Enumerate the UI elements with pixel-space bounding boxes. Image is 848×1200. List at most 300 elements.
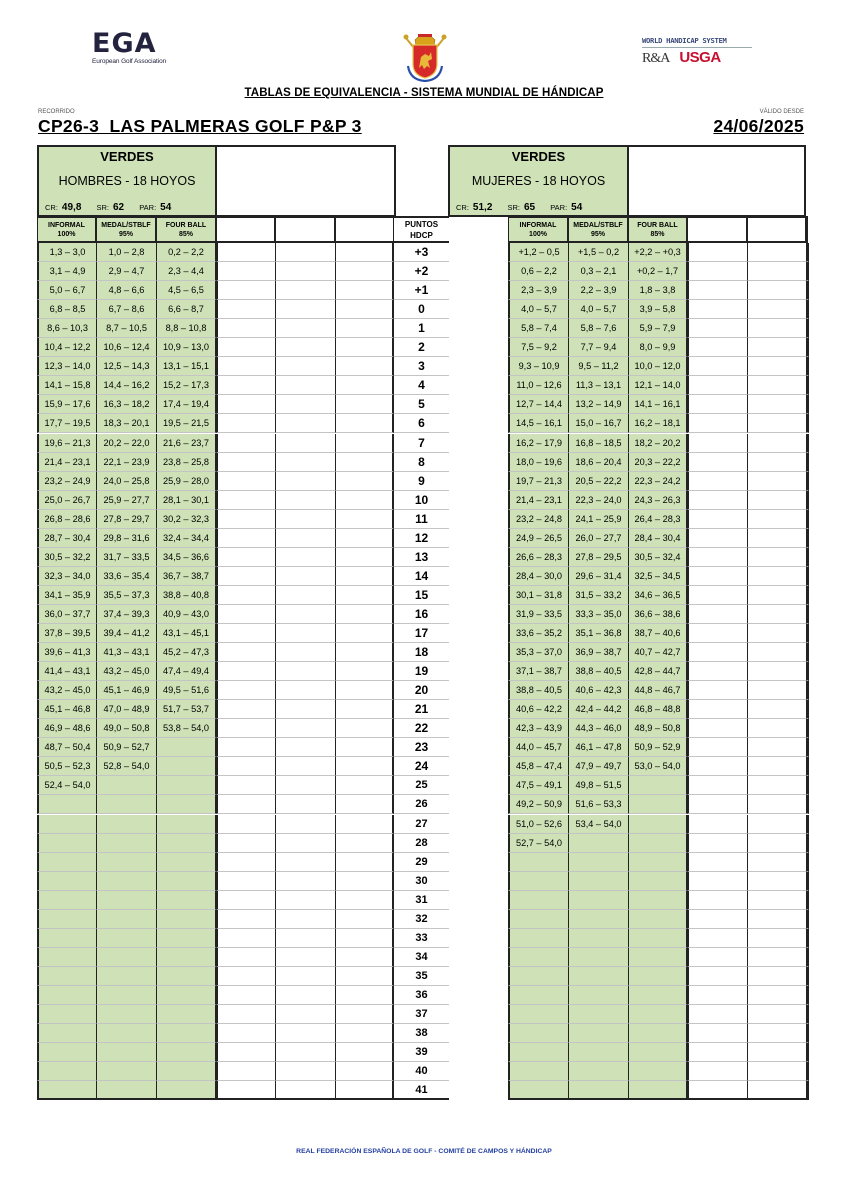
men-empty-cell [335,1005,394,1024]
men-table-cell: 4,5 – 6,5 [156,281,216,300]
points-hdcp-value: 8 [394,453,449,472]
women-table-cell: 18,6 – 20,4 [568,453,628,472]
men-table-cell [37,1081,96,1100]
men-empty-cell [216,300,275,319]
men-table-cell [37,1062,96,1081]
men-table-cell: 5,0 – 6,7 [37,281,96,300]
men-table-cell [156,1043,216,1062]
women-table-cell: 36,9 – 38,7 [568,643,628,662]
men-empty-cell [216,1024,275,1043]
women-table-cell: 24,1 – 25,9 [568,510,628,529]
men-table-cell: 14,4 – 16,2 [96,376,156,395]
women-empty-cell [687,738,747,757]
women-empty-cell [687,834,747,853]
men-column-header [156,216,216,243]
women-table-cell: 14,5 – 16,1 [508,414,568,433]
men-table-cell: 17,4 – 19,4 [156,395,216,414]
men-empty-cell [216,624,275,643]
women-empty-cell [687,338,747,357]
women-empty-cell [687,624,747,643]
men-table-cell: 16,3 – 18,2 [96,395,156,414]
men-empty-cell [216,815,275,834]
women-empty-cell [747,243,806,262]
women-table-cell: 47,5 – 49,1 [508,776,568,795]
women-table-cell: 34,6 – 36,5 [628,586,687,605]
women-column-header [568,216,628,243]
women-empty-cell [806,1081,809,1100]
women-table-cell: 20,5 – 22,2 [568,472,628,491]
usga-logo: USGA [679,49,721,66]
women-empty-cell [747,967,806,986]
valid-from-label: VÁLIDO DESDE [759,109,804,115]
women-table-cell [568,891,628,910]
women-empty-cell [806,548,809,567]
men-table-cell [37,891,96,910]
women-empty-header-cell [806,216,808,243]
women-empty-cell [747,491,806,510]
women-empty-cell [687,891,747,910]
men-table-cell [156,834,216,853]
women-table-cell: 46,1 – 47,8 [568,738,628,757]
men-tee-name: VERDES [100,149,154,164]
men-table-cell: 20,2 – 22,0 [96,434,156,453]
points-hdcp-value: 37 [394,1005,449,1024]
men-empty-cell [216,376,275,395]
women-empty-cell [687,643,747,662]
men-empty-cell [335,1081,394,1100]
men-sr-value: 62 [113,202,125,213]
women-empty-cell [806,815,809,834]
points-hdcp-value: 32 [394,910,449,929]
women-empty-cell [747,834,806,853]
men-table-cell: 22,1 – 23,9 [96,453,156,472]
men-table-cell: 39,6 – 41,3 [37,643,96,662]
equivalence-table [37,145,806,1098]
men-empty-cell [275,319,335,338]
women-empty-cell [747,853,806,872]
points-hdcp-value: 9 [394,472,449,491]
men-table-cell [96,1043,156,1062]
women-empty-cell [687,910,747,929]
men-empty-cell [335,834,394,853]
men-empty-cell [275,300,335,319]
men-empty-cell [335,357,394,376]
men-empty-cell [275,891,335,910]
men-empty-cell [275,605,335,624]
men-empty-cell [335,662,394,681]
men-table-cell [156,1081,216,1100]
women-table-cell: 30,1 – 31,8 [508,586,568,605]
men-empty-cell [216,700,275,719]
women-table-cell: 35,3 – 37,0 [508,643,568,662]
women-table-cell [508,948,568,967]
men-table-cell [156,738,216,757]
men-table-cell: 29,8 – 31,6 [96,529,156,548]
women-empty-cell [747,529,806,548]
men-table-cell [156,1024,216,1043]
women-empty-cell [806,662,809,681]
men-table-cell: 8,8 – 10,8 [156,319,216,338]
women-table-cell: 4,0 – 5,7 [508,300,568,319]
men-empty-cell [216,929,275,948]
men-table-cell: 6,6 – 8,7 [156,300,216,319]
women-empty-cell [747,376,806,395]
men-empty-cell [275,338,335,357]
men-empty-cell [275,243,335,262]
women-table-cell [628,891,687,910]
men-table-cell: 52,8 – 54,0 [96,757,156,776]
men-table-cell [156,776,216,795]
men-table-cell: 48,7 – 50,4 [37,738,96,757]
points-hdcp-value: 19 [394,662,449,681]
women-empty-cell [747,948,806,967]
men-empty-cell [216,262,275,281]
men-cr-value: 49,8 [61,202,82,213]
men-table-cell: 37,8 – 39,5 [37,624,96,643]
women-empty-cell [687,1005,747,1024]
women-table-cell [628,929,687,948]
women-table-cell: +1,5 – 0,2 [568,243,628,262]
document-title: TABLAS DE EQUIVALENCIA - SISTEMA MUNDIAL DE HÁNDICAP [244,87,604,99]
men-empty-cell [335,872,394,891]
men-table-cell [37,834,96,853]
women-empty-cell [806,338,809,357]
points-hdcp-value: +1 [394,281,449,300]
men-empty-cell [275,567,335,586]
men-table-cell [96,948,156,967]
women-empty-cell [747,757,806,776]
women-table-cell: 7,7 – 9,4 [568,338,628,357]
men-empty-cell [335,1024,394,1043]
women-table-cell: 51,0 – 52,6 [508,815,568,834]
women-table-cell: 12,1 – 14,0 [628,376,687,395]
women-tee-name: VERDES [511,149,566,164]
points-hdcp-value: 14 [394,567,449,586]
men-table-cell [96,815,156,834]
men-table-cell: 23,2 – 24,9 [37,472,96,491]
men-empty-cell [275,757,335,776]
women-empty-cell [687,757,747,776]
women-table-cell: 44,0 – 45,7 [508,738,568,757]
women-empty-cell [747,1043,806,1062]
women-empty-cell [687,662,747,681]
men-empty-cell [216,1062,275,1081]
women-empty-cell [747,281,806,300]
men-table-cell: 2,9 – 4,7 [96,262,156,281]
men-course-stats [45,202,171,213]
men-empty-cell [335,586,394,605]
men-empty-cell [275,948,335,967]
ega-logo-text: EGA [92,28,157,59]
women-empty-cell [687,681,747,700]
men-empty-cell [335,757,394,776]
women-table-cell [628,872,687,891]
women-table-cell [628,910,687,929]
points-header-line1: PUNTOS [404,219,439,229]
men-table-cell: 45,1 – 46,9 [96,681,156,700]
women-table-cell: 5,8 – 7,6 [568,319,628,338]
women-table-cell: 29,6 – 31,4 [568,567,628,586]
men-table-cell: 43,2 – 45,0 [96,662,156,681]
women-empty-cell [806,872,809,891]
women-empty-cell [747,776,806,795]
points-hdcp-value: 30 [394,872,449,891]
men-table-cell: 36,0 – 37,7 [37,605,96,624]
women-cr-value: 51,2 [472,202,493,213]
women-table-cell [508,1081,568,1100]
men-empty-cell [275,967,335,986]
women-table-cell: 2,3 – 3,9 [508,281,568,300]
women-title-block [448,145,629,217]
men-empty-cell [335,395,394,414]
men-table-cell [96,853,156,872]
men-empty-cell [216,567,275,586]
women-empty-cell [806,1024,809,1043]
women-empty-cell [747,453,806,472]
women-empty-cell [687,1043,747,1062]
women-table-cell [508,891,568,910]
men-empty-cell [335,738,394,757]
men-category: HOMBRES - 18 HOYOS [58,174,196,188]
men-empty-cell [335,491,394,510]
men-table-cell: 50,5 – 52,3 [37,757,96,776]
women-empty-cell [687,319,747,338]
women-table-cell: 11,3 – 13,1 [568,376,628,395]
ega-logo-subtitle: European Golf Association [92,58,167,65]
men-table-cell: 6,8 – 8,5 [37,300,96,319]
women-table-cell: 51,6 – 53,3 [568,795,628,814]
men-empty-cell [275,853,335,872]
men-empty-cell [275,262,335,281]
men-empty-cell [335,795,394,814]
women-empty-cell [747,700,806,719]
men-empty-cell [335,243,394,262]
men-empty-cell [335,453,394,472]
men-empty-cell [275,662,335,681]
men-empty-cell [216,681,275,700]
women-table-cell [628,986,687,1005]
women-empty-cell [747,357,806,376]
men-table-cell: 12,5 – 14,3 [96,357,156,376]
points-hdcp-value: 12 [394,529,449,548]
women-table-cell: 48,9 – 50,8 [628,719,687,738]
women-table-cell: 46,8 – 48,8 [628,700,687,719]
men-table-cell [156,853,216,872]
points-hdcp-value: 35 [394,967,449,986]
women-table-cell [568,834,628,853]
women-table-cell: 53,0 – 54,0 [628,757,687,776]
women-category: MUJERES - 18 HOYOS [471,174,606,188]
women-table-cell: 11,0 – 12,6 [508,376,568,395]
men-table-cell [96,776,156,795]
men-table-cell [156,795,216,814]
men-table-cell [96,986,156,1005]
men-empty-cell [216,986,275,1005]
women-table-cell: 40,7 – 42,7 [628,643,687,662]
men-empty-cell [335,1062,394,1081]
men-empty-cell [216,357,275,376]
men-table-cell: 52,4 – 54,0 [37,776,96,795]
men-empty-cell [335,815,394,834]
women-empty-cell [747,891,806,910]
men-table-cell: 25,9 – 27,7 [96,491,156,510]
women-table-cell: 31,9 – 33,5 [508,605,568,624]
women-table-cell: 16,2 – 18,1 [628,414,687,433]
men-empty-cell [216,281,275,300]
women-empty-cell [687,967,747,986]
women-empty-cell [747,605,806,624]
women-sr-value: 65 [524,202,536,213]
men-empty-cell [275,357,335,376]
points-hdcp-value: 31 [394,891,449,910]
men-table-cell: 17,7 – 19,5 [37,414,96,433]
column-percentage: 85% [650,230,665,238]
women-table-cell [508,929,568,948]
men-table-cell [37,910,96,929]
women-empty-cell [806,262,809,281]
men-empty-cell [275,1081,335,1100]
men-table-cell: 25,0 – 26,7 [37,491,96,510]
men-empty-cell [275,986,335,1005]
men-table-cell [156,1005,216,1024]
women-empty-cell [747,795,806,814]
men-table-cell [96,1062,156,1081]
men-empty-cell [335,624,394,643]
women-empty-cell [687,948,747,967]
women-empty-cell [806,776,809,795]
women-table-cell [628,1081,687,1100]
men-empty-cell [216,414,275,433]
women-par-label: PAR: [550,203,568,212]
women-table-cell [508,872,568,891]
women-empty-cell [806,472,809,491]
women-table-cell: 42,8 – 44,7 [628,662,687,681]
men-empty-cell [275,281,335,300]
women-empty-cell [687,262,747,281]
points-header-line2: HDCP [410,230,433,240]
men-table-cell: 41,4 – 43,1 [37,662,96,681]
men-table-cell: 35,5 – 37,3 [96,586,156,605]
women-empty-cell [687,357,747,376]
points-hdcp-value: 36 [394,986,449,1005]
women-table-cell: 42,4 – 44,2 [568,700,628,719]
women-table-cell: 40,6 – 42,2 [508,700,568,719]
column-percentage: 95% [118,230,133,238]
women-table-cell: 18,0 – 19,6 [508,453,568,472]
points-hdcp-value: 2 [394,338,449,357]
women-table-cell: 30,5 – 32,4 [628,548,687,567]
men-table-cell [156,872,216,891]
women-table-cell [508,853,568,872]
women-empty-cell [806,834,809,853]
points-hdcp-value: 33 [394,929,449,948]
points-header [394,216,449,243]
men-table-cell: 10,9 – 13,0 [156,338,216,357]
men-empty-cell [275,929,335,948]
men-empty-cell [335,910,394,929]
women-empty-cell [687,281,747,300]
men-table-cell: 49,0 – 50,8 [96,719,156,738]
women-table-cell: 8,0 – 9,9 [628,338,687,357]
women-empty-cell [747,262,806,281]
women-table-cell: 53,4 – 54,0 [568,815,628,834]
women-table-cell [628,1062,687,1081]
women-table-cell: 18,2 – 20,2 [628,434,687,453]
women-empty-cell [687,1062,747,1081]
men-table-cell [96,929,156,948]
men-empty-cell [275,624,335,643]
men-empty-cell [216,491,275,510]
women-table-cell [568,910,628,929]
men-sr-label: SR: [96,203,109,212]
men-empty-cell [275,434,335,453]
men-table-cell: 31,7 – 33,5 [96,548,156,567]
women-table-cell: +2,2 – +0,3 [628,243,687,262]
men-empty-cell [275,834,335,853]
women-empty-cell [687,719,747,738]
men-empty-cell [275,738,335,757]
men-empty-cell [275,1005,335,1024]
women-table-cell: 28,4 – 30,0 [508,567,568,586]
men-table-cell: 0,2 – 2,2 [156,243,216,262]
women-table-cell [508,1024,568,1043]
women-table-cell: 14,1 – 16,1 [628,395,687,414]
men-empty-cell [275,1062,335,1081]
women-table-cell: 9,3 – 10,9 [508,357,568,376]
women-empty-cell [747,624,806,643]
men-table-cell: 43,2 – 45,0 [37,681,96,700]
column-percentage: 100% [529,230,547,238]
men-table-cell: 53,8 – 54,0 [156,719,216,738]
points-hdcp-value: 23 [394,738,449,757]
women-table-cell [628,815,687,834]
men-table-cell [37,948,96,967]
women-table-cell [628,1043,687,1062]
women-table-cell: 42,3 – 43,9 [508,719,568,738]
women-table-cell: 26,4 – 28,3 [628,510,687,529]
men-table-cell [96,834,156,853]
men-empty-header-cell [216,216,275,243]
men-empty-cell [216,434,275,453]
women-table-cell: 0,6 – 2,2 [508,262,568,281]
men-empty-cell [335,700,394,719]
women-table-cell [628,1005,687,1024]
women-empty-cell [747,510,806,529]
men-empty-cell [216,472,275,491]
women-empty-cell [806,624,809,643]
men-empty-cell [275,795,335,814]
women-table-cell: 35,1 – 36,8 [568,624,628,643]
women-empty-cell [747,319,806,338]
points-hdcp-value: 5 [394,395,449,414]
men-empty-cell [335,719,394,738]
women-empty-cell [806,605,809,624]
men-cr-label: CR: [45,203,58,212]
men-empty-cell [216,853,275,872]
points-hdcp-value: 1 [394,319,449,338]
men-table-cell: 37,4 – 39,3 [96,605,156,624]
men-empty-cell [335,567,394,586]
men-table-cell [96,891,156,910]
men-table-cell [37,815,96,834]
women-table-cell: 24,3 – 26,3 [628,491,687,510]
men-table-cell: 24,0 – 25,8 [96,472,156,491]
women-empty-cell [747,567,806,586]
points-hdcp-value: 18 [394,643,449,662]
column-title: FOUR BALL [165,221,207,229]
men-empty-cell [275,510,335,529]
men-empty-cell [335,300,394,319]
